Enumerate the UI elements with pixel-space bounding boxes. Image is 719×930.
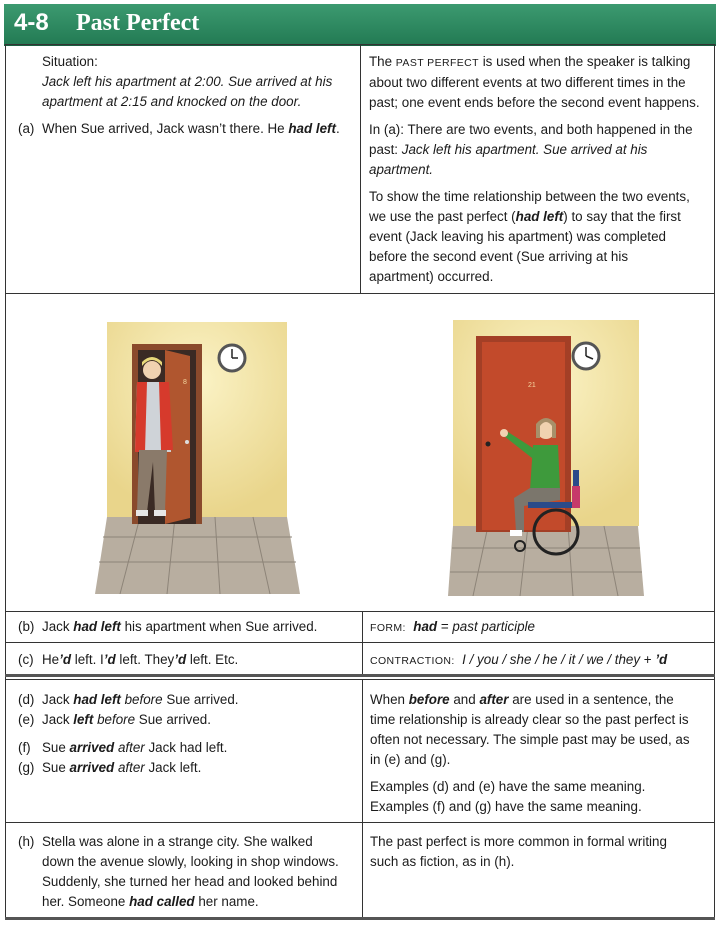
divider [360, 44, 361, 293]
divider [5, 679, 715, 680]
example-h: (h) Stella was alone in a strange city. She walked down the avenue slowly, looking in shop windows. Suddenly, she turned her head and looked behind her. Someone had called her name. [18, 834, 339, 909]
situation-text: Jack left his apartment at 2:00. Sue arrived at his [42, 74, 333, 89]
clock-icon [573, 343, 599, 369]
example-a: (a) When Sue arrived, Jack wasn’t there. He had left. [18, 119, 358, 139]
form-note: FORM: had = past participle [370, 619, 535, 634]
example-label: (c) [18, 652, 34, 667]
example-c: (c) He’d left. I’d left. They’d left. Etc. [18, 650, 358, 670]
example-label: (d) [18, 692, 35, 707]
sue-knocking-illustration [448, 320, 644, 596]
divider [362, 679, 363, 920]
explanation-block [369, 52, 711, 294]
situation-block [18, 52, 358, 139]
example-label: (a) [18, 121, 35, 136]
contraction-note: CONTRACTION: I / you / she / he / it / we / they + ’d [370, 652, 668, 667]
example-label: (g) [18, 760, 35, 775]
divider [5, 917, 715, 920]
example-b: (b) Jack had left his apartment when Sue arrived. [18, 617, 358, 637]
door-number: 8 [183, 379, 187, 386]
explanation-paragraph: When before and after are used in a sentence, the time relationship is already clear so the past perfect is often not necessary. The simple past may be used, as in (e) and (g). [370, 692, 690, 767]
before-after-explanation [370, 690, 710, 824]
divider [5, 674, 715, 677]
example-label: (b) [18, 619, 35, 634]
situation-label: Situation: [42, 54, 98, 69]
explanation-paragraph: The PAST PERFECT is used when the speaker is talking about two different events at two different times in the past; one event ends before the second event happens. [369, 54, 700, 110]
divider [5, 642, 715, 643]
example-e: (e) Jack left before Sue arrived. [18, 710, 358, 730]
examples-d-g [18, 690, 358, 778]
formal-writing-note: The past perfect is more common in formal writing such as fiction, as in (h). [370, 834, 667, 869]
situation-text: apartment at 2:15 and knocked on the door. [42, 94, 302, 109]
clock-icon [219, 345, 245, 371]
section-title: Past Perfect [76, 10, 200, 36]
example-label: (e) [18, 712, 35, 727]
jack-leaving-illustration [95, 322, 300, 594]
explanation-paragraph: In (a): There are two events, and both happened in the past: Jack left his apartment. Sue arrived at his apartment. [369, 122, 693, 177]
example-f: (f) Sue arrived after Jack had left. [18, 738, 358, 758]
divider [5, 611, 715, 612]
example-label: (f) [18, 740, 31, 755]
example-label: (h) [18, 834, 35, 849]
section-number: 4-8 [14, 9, 49, 36]
explanation-paragraph: To show the time relationship between the two events, we use the past perfect (had left) to say that the first event (Jack leaving his apartment) was completed before the second event (Sue arriving at his apartment) occurred. [369, 189, 690, 284]
example-d: (d) Jack had left before Sue arrived. [18, 690, 358, 710]
door-number: 21 [528, 382, 536, 389]
explanation-paragraph: Examples (d) and (e) have the same meaning. Examples (f) and (g) have the same meaning. [370, 779, 646, 814]
section-header [4, 4, 716, 46]
example-g: (g) Sue arrived after Jack left. [18, 758, 358, 778]
